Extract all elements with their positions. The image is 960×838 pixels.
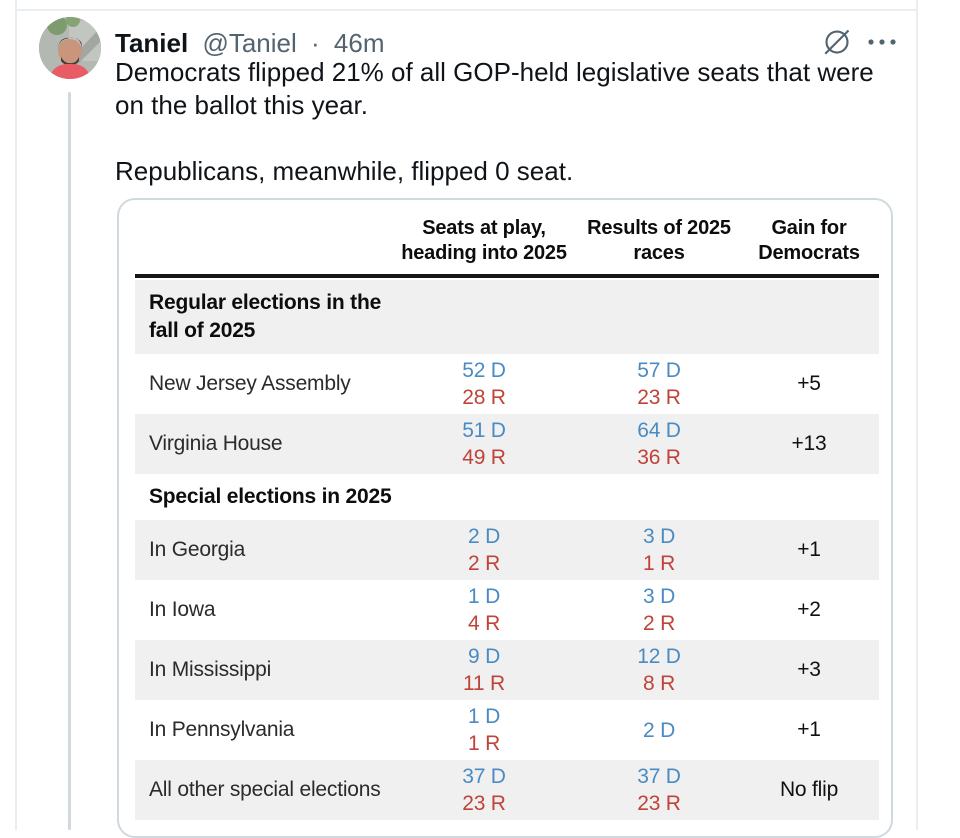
seat-values — [389, 643, 579, 697]
table-row — [135, 700, 879, 760]
timeline-right-border — [916, 0, 918, 830]
table-row — [135, 354, 879, 414]
timestamp[interactable]: 46m — [333, 28, 385, 58]
row-label: In Mississippi — [149, 658, 272, 681]
section-label: Special elections in 2025 — [149, 485, 392, 508]
seat-values — [579, 357, 739, 411]
table-row — [135, 640, 879, 700]
republican-value: 8 R — [642, 672, 676, 695]
democrat-value: 52 D — [462, 359, 506, 382]
table-row — [135, 760, 879, 820]
republican-value: 1 R — [467, 732, 501, 755]
republican-value: 36 R — [637, 446, 681, 469]
seat-values — [579, 523, 739, 577]
seat-values — [389, 417, 579, 471]
democrat-value: 2 D — [467, 525, 501, 548]
row-label: All other special elections — [149, 778, 381, 801]
seat-values — [579, 643, 739, 697]
gain-value: +13 — [791, 432, 827, 455]
row-label: In Pennsylvania — [149, 718, 295, 741]
timeline-left-border — [15, 0, 17, 830]
tweet-paragraph-2: Republicans, meanwhile, flipped 0 seat. — [115, 156, 574, 186]
table-row — [135, 580, 879, 640]
republican-value: 11 R — [463, 672, 505, 695]
seat-values — [389, 703, 579, 757]
author-name[interactable]: Taniel — [115, 28, 189, 58]
section-label: Regular elections in the fall of 2025 — [149, 291, 382, 342]
post-divider — [16, 9, 916, 11]
seat-values — [389, 523, 579, 577]
meta-separator: · — [311, 28, 320, 58]
table-body — [135, 280, 879, 820]
democrat-value: 51 D — [462, 419, 506, 442]
avatar[interactable] — [39, 17, 101, 79]
gain-value: +1 — [797, 718, 821, 741]
seat-values — [389, 583, 579, 637]
seat-values — [579, 417, 739, 471]
gain-value: +2 — [797, 598, 821, 621]
democrat-value: 9 D — [467, 645, 501, 668]
thread-connector-line — [68, 92, 71, 830]
tweet-paragraph-1: Democrats flipped 21% of all GOP-held legislative seats that were on the ballot this year. — [115, 57, 874, 120]
gain-value: +5 — [797, 372, 821, 395]
republican-value: 1 R — [642, 552, 676, 575]
table-row — [135, 414, 879, 474]
democrat-value: 3 D — [642, 585, 676, 608]
seat-values — [579, 763, 739, 817]
row-label: In Iowa — [149, 598, 216, 621]
table-image-card[interactable] — [117, 198, 893, 838]
republican-value: 2 R — [642, 612, 676, 635]
more-options-icon[interactable] — [866, 27, 898, 57]
democrat-value: 2 D — [642, 718, 676, 742]
seat-values — [389, 357, 579, 411]
table-row — [135, 520, 879, 580]
democrat-value: 37 D — [462, 765, 506, 788]
column-header-1: Seats at play, heading into 2025 — [401, 217, 567, 264]
table-header-divider — [135, 274, 879, 278]
seat-values — [579, 717, 739, 744]
democrat-value: 1 D — [467, 585, 501, 608]
row-label: New Jersey Assembly — [149, 372, 351, 395]
results-table — [135, 212, 879, 820]
header-icons — [822, 27, 898, 57]
avatar-photo — [39, 17, 101, 79]
gain-value: No flip — [779, 778, 839, 801]
row-label: Virginia House — [149, 432, 283, 455]
republican-value: 23 R — [637, 792, 681, 815]
column-header-2: Results of 2025 races — [587, 217, 731, 264]
section-row — [135, 474, 879, 520]
seat-values — [389, 763, 579, 817]
column-header-3: Gain for Democrats — [758, 217, 860, 264]
section-row — [135, 280, 879, 354]
seat-values — [579, 583, 739, 637]
row-label: In Georgia — [149, 538, 246, 561]
republican-value: 4 R — [467, 612, 501, 635]
republican-value: 2 R — [467, 552, 501, 575]
republican-value: 49 R — [462, 446, 506, 469]
republican-value: 28 R — [462, 386, 506, 409]
table-header-row — [135, 212, 879, 274]
democrat-value: 64 D — [637, 419, 681, 442]
republican-value: 23 R — [637, 386, 681, 409]
tweet-text — [115, 56, 883, 221]
democrat-value: 12 D — [637, 645, 681, 668]
gain-value: +1 — [797, 538, 821, 561]
democrat-value: 37 D — [637, 765, 681, 788]
grok-actions-icon[interactable] — [822, 27, 852, 57]
gain-value: +3 — [797, 658, 821, 681]
democrat-value: 1 D — [467, 705, 501, 728]
republican-value: 23 R — [462, 792, 506, 815]
author-handle[interactable]: @Taniel — [202, 28, 297, 58]
democrat-value: 57 D — [637, 359, 681, 382]
democrat-value: 3 D — [642, 525, 676, 548]
